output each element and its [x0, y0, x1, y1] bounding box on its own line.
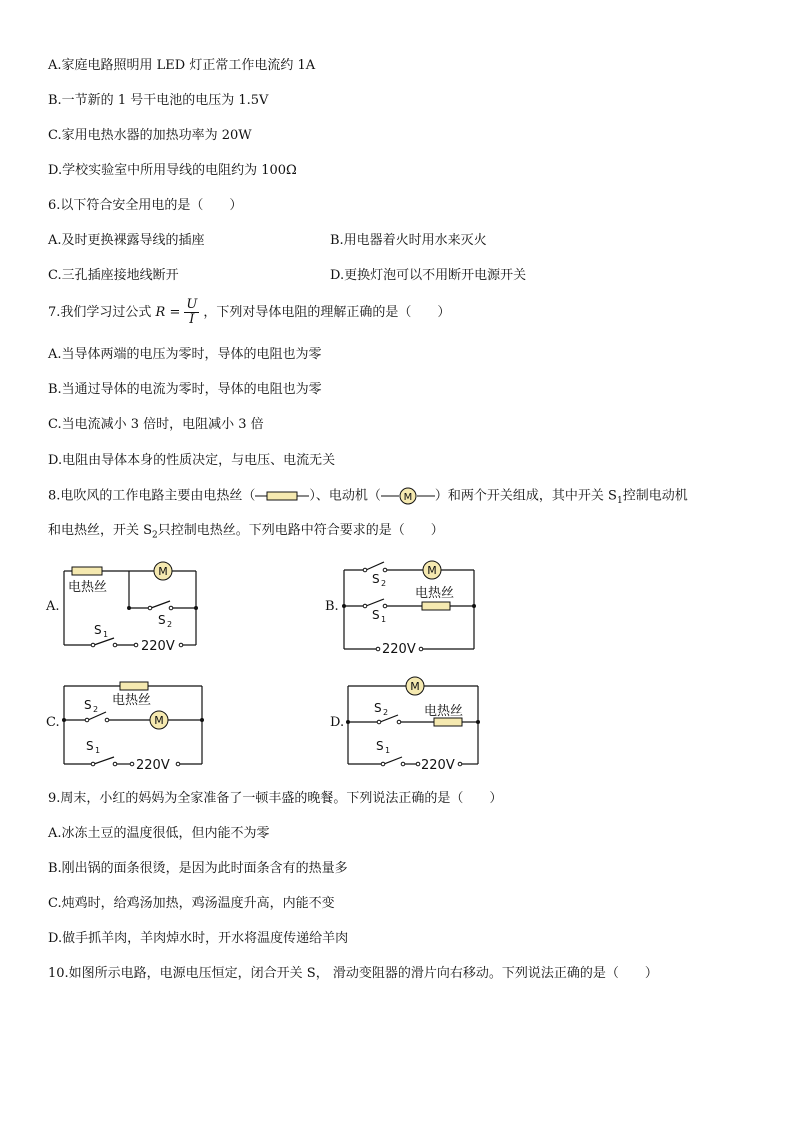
circuit-d-s1-label: S: [376, 739, 384, 753]
circuit-b-s1-sub: 1: [381, 615, 387, 624]
circuit-c-diagram: [44, 672, 214, 776]
q7-formula-num: U: [186, 297, 198, 312]
q7-option-d: D.电阻由导体本身的性质决定，与电压、电流无关: [48, 453, 336, 468]
circuit-b-voltage: 220V: [382, 642, 416, 657]
circuit-c-voltage: 220V: [136, 758, 170, 773]
q9-option-c: C.炖鸡时，给鸡汤加热，鸡汤温度升高，内能不变: [48, 896, 335, 911]
circuit-d-label: D.: [330, 715, 345, 730]
q7-formula-den: I: [189, 312, 195, 327]
q7-option-c: C.当电流减小 3 倍时，电阻减小 3 倍: [48, 417, 264, 432]
q7-option-a: A.当导体两端的电压为零时，导体的电阻也为零: [48, 347, 322, 362]
q8-stem-line2-a: 和电热丝，开关 S: [48, 523, 153, 538]
q6-option-c: C.三孔插座接地线断开: [48, 268, 179, 283]
q5-option-a: A.家庭电路照明用 LED 灯正常工作电流约 1A: [48, 58, 316, 73]
circuit-a-diagram: [44, 556, 214, 660]
q8-stem-line2-b: 只控制电热丝。下列电路中符合要求的是（ ）: [157, 523, 444, 538]
circuit-b-label: B.: [325, 599, 339, 614]
circuit-d-s2-label: S: [374, 701, 382, 715]
q8-stem-part4: 控制电动机: [622, 488, 688, 504]
circuit-c-s1-sub: 1: [95, 746, 101, 755]
circuit-d-heater-label: 电热丝: [424, 704, 464, 719]
circuit-c-heater-label: 电热丝: [112, 693, 152, 708]
circuit-b-s2-sub: 2: [381, 579, 387, 588]
q6-option-d: D.更换灯泡可以不用断开电源开关: [330, 268, 527, 283]
circuit-d-diagram: [328, 672, 498, 776]
circuit-b-s1-label: S: [372, 608, 380, 622]
heater-symbol-icon: [255, 489, 309, 503]
circuit-a-label: A.: [46, 599, 60, 614]
circuit-d-s2-sub: 2: [383, 708, 389, 717]
circuit-d-heater: [434, 718, 462, 726]
circuit-a-s2-label: S: [158, 613, 166, 627]
q7-stem: [48, 298, 450, 327]
circuit-a-voltage: 220V: [141, 639, 175, 654]
circuit-b-heater-label: 电热丝: [415, 586, 455, 601]
svg-text:M: M: [403, 492, 413, 503]
circuit-b-s2-label: S: [372, 572, 380, 586]
q5-option-b: B.一节新的 1 号干电池的电压为 1.5V: [48, 93, 269, 108]
circuit-c-s2-sub: 2: [93, 705, 99, 714]
circuit-a-heater: [72, 567, 102, 575]
circuit-b-heater: [422, 602, 450, 610]
q6-stem: 6.以下符合安全用电的是（ ）: [48, 198, 243, 213]
q7-formula-fraction: [184, 298, 199, 327]
circuit-a-heater-label: 电热丝: [68, 580, 108, 595]
circuit-b-diagram: [322, 556, 492, 660]
circuit-a-motor-label: M: [158, 565, 168, 578]
q10-stem: 10.如图所示电路，电源电压恒定，闭合开关 S， 滑动变阻器的滑片向右移动。下列说法正确的是（ ）: [48, 966, 658, 981]
circuit-c-s2-label: S: [84, 698, 92, 712]
circuit-d-s1-sub: 1: [385, 746, 391, 755]
circuit-d-voltage: 220V: [421, 758, 455, 773]
q7-stem-suffix: ，下列对导体电阻的理解正确的是（ ）: [203, 305, 451, 320]
q6-option-b: B.用电器着火时用水来灭火: [330, 233, 487, 248]
circuit-b-motor-label: M: [427, 564, 437, 577]
circuit-c-heater: [120, 682, 148, 690]
circuit-c-motor-label: M: [154, 714, 164, 727]
circuit-a-s1-sub: 1: [103, 630, 109, 639]
q8-stem-s1-sub: 1: [616, 496, 623, 507]
q7-option-b: B.当通过导体的电流为零时，导体的电阻也为零: [48, 382, 322, 397]
circuit-a-s1-label: S: [94, 623, 102, 637]
q7-stem-prefix: 7.我们学习过公式: [48, 305, 156, 320]
q8-stem-line1: [48, 487, 688, 510]
circuit-a-s2-sub: 2: [167, 620, 173, 629]
circuit-d-motor-label: M: [410, 680, 420, 693]
motor-symbol-icon: [381, 487, 435, 505]
q5-option-d: D.学校实验室中所用导线的电阻约为 100Ω: [48, 163, 297, 178]
q8-stem-part1: 8.电吹风的工作电路主要由电热丝（: [48, 488, 256, 504]
q8-stem-s2-sub: 2: [152, 530, 158, 541]
circuit-c-s1-label: S: [86, 739, 94, 753]
q8-stem-part2: ）、电动机（: [309, 488, 381, 504]
q8-stem-part3: ）和两个开关组成，其中开关 S: [434, 488, 617, 504]
q9-option-b: B.刚出锅的面条很烫，是因为此时面条含有的热量多: [48, 861, 348, 876]
q9-option-a: A.冰冻土豆的温度很低，但内能不为零: [48, 826, 270, 841]
q6-option-a: A.及时更换裸露导线的插座: [48, 233, 205, 248]
circuit-c-label: C.: [46, 715, 60, 730]
q5-option-c: C.家用电热水器的加热功率为 20W: [48, 128, 252, 143]
q9-option-d: D.做手抓羊肉，羊肉焯水时，开水将温度传递给羊肉: [48, 931, 349, 946]
q8-stem-line2: [48, 522, 444, 545]
q7-formula-lhs: R =: [155, 305, 181, 320]
q9-stem: 9.周末，小红的妈妈为全家准备了一顿丰盛的晚餐。下列说法正确的是（ ）: [48, 791, 503, 806]
